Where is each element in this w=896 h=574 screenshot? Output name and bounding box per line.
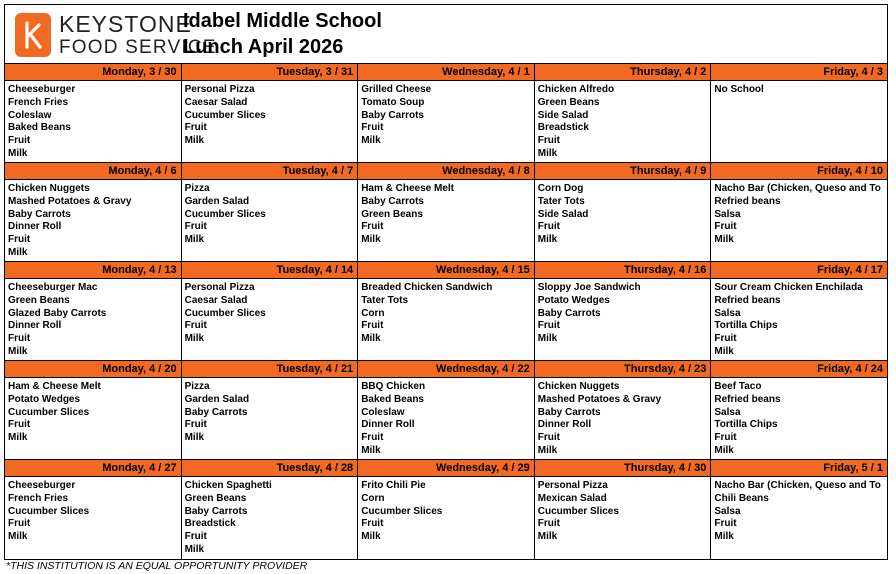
menu-item: Cucumber Slices xyxy=(184,109,266,121)
menu-item: Fruit xyxy=(714,432,737,444)
menu-item: Potato Wedges xyxy=(8,393,81,405)
menu-item-list xyxy=(358,378,534,458)
menu-item-list xyxy=(182,180,358,247)
day-date-header: Monday, 3 / 30 xyxy=(5,64,181,81)
menu-item: Milk xyxy=(8,246,28,258)
menu-item: Fruit xyxy=(361,122,384,134)
day-cell xyxy=(358,163,535,261)
menu-item: Dinner Roll xyxy=(361,419,415,431)
day-cell xyxy=(535,64,712,162)
menu-item: Green Beans xyxy=(8,294,70,306)
menu-item: Fruit xyxy=(537,320,560,332)
menu-item: Fruit xyxy=(714,221,737,233)
menu-item: Milk xyxy=(361,234,381,246)
menu-item: Fruit xyxy=(361,518,384,530)
day-date-header: Monday, 4 / 6 xyxy=(5,163,181,180)
menu-item-list xyxy=(535,477,711,544)
menu-item: Baby Carrots xyxy=(361,109,424,121)
menu-item: Milk xyxy=(184,432,205,444)
menu-item: Milk xyxy=(361,444,381,456)
day-cell xyxy=(5,163,182,261)
menu-item: No School xyxy=(714,84,764,95)
calendar-grid xyxy=(5,64,887,559)
brand-name: KEYSTONE xyxy=(59,11,192,37)
menu-item: Side Salad xyxy=(537,208,589,220)
day-date-header: Wednesday, 4 / 22 xyxy=(358,361,534,378)
menu-item: Garden Salad xyxy=(184,393,250,405)
menu-item: Personal Pizza xyxy=(184,282,255,293)
menu-item: Chicken Nuggets xyxy=(537,381,620,392)
menu-item: Fruit xyxy=(714,518,737,530)
day-date-header: Monday, 4 / 27 xyxy=(5,460,181,477)
day-date-header: Wednesday, 4 / 1 xyxy=(358,64,534,81)
menu-item: Dinner Roll xyxy=(8,221,62,233)
menu-item: Dinner Roll xyxy=(8,320,62,332)
menu-item: Fruit xyxy=(537,432,560,444)
menu-item: Cucumber Slices xyxy=(8,505,90,517)
menu-item-list xyxy=(358,180,534,247)
menu-item: Cucumber Slices xyxy=(184,307,266,319)
menu-item: Chicken Alfredo xyxy=(537,84,615,95)
week-row xyxy=(5,361,887,460)
menu-item-list xyxy=(358,81,534,148)
day-date-header: Monday, 4 / 20 xyxy=(5,361,181,378)
menu-item: Fruit xyxy=(184,320,207,332)
day-cell xyxy=(535,361,712,459)
day-date-header: Monday, 4 / 13 xyxy=(5,262,181,279)
week-row xyxy=(5,460,887,559)
brand-subtitle: FOOD SERVICE xyxy=(59,37,217,58)
menu-item: Fruit xyxy=(184,531,207,543)
menu-item: Glazed Baby Carrots xyxy=(8,307,107,319)
menu-item: Chicken Nuggets xyxy=(8,183,90,194)
day-cell xyxy=(5,460,182,559)
menu-item: Milk xyxy=(361,531,381,543)
menu-item: Cheeseburger Mac xyxy=(8,282,98,293)
menu-item: Milk xyxy=(537,234,558,246)
footer-disclaimer: *THIS INSTITUTION IS AN EQUAL OPPORTUNITY PROVIDER xyxy=(6,560,308,572)
week-row xyxy=(5,262,887,361)
menu-item: Fruit xyxy=(8,234,31,246)
menu-item: Milk xyxy=(184,135,205,147)
menu-item: Sloppy Joe Sandwich xyxy=(537,282,641,293)
menu-item-list xyxy=(711,279,887,359)
menu-item: Sour Cream Chicken Enchilada xyxy=(714,282,863,293)
day-date-header: Thursday, 4 / 16 xyxy=(535,262,711,279)
menu-item: Fruit xyxy=(184,221,207,233)
menu-item: Caesar Salad xyxy=(184,96,248,108)
menu-item-list xyxy=(535,180,711,247)
menu-item: Dinner Roll xyxy=(537,419,592,431)
menu-item: Milk xyxy=(714,531,734,543)
menu-item-list xyxy=(535,279,711,346)
day-cell xyxy=(711,361,887,459)
menu-item: Ham & Cheese Melt xyxy=(361,183,454,194)
menu-item-list xyxy=(711,477,887,544)
school-title: Idabel Middle School xyxy=(183,10,382,32)
menu-item: Corn Dog xyxy=(537,183,584,194)
menu-item: Fruit xyxy=(537,221,560,233)
menu-item: Corn xyxy=(361,307,385,319)
menu-item: Milk xyxy=(8,531,28,543)
menu-item: Fruit xyxy=(361,221,384,233)
menu-item: Fruit xyxy=(714,333,737,345)
menu-item-list xyxy=(5,81,181,161)
day-date-header: Friday, 4 / 24 xyxy=(711,361,887,378)
week-row xyxy=(5,64,887,163)
day-date-header: Thursday, 4 / 9 xyxy=(535,163,711,180)
day-cell xyxy=(358,361,535,459)
menu-item: Baby Carrots xyxy=(184,505,248,517)
menu-item-list xyxy=(358,477,534,544)
menu-item: Fruit xyxy=(8,333,31,345)
menu-item: Milk xyxy=(361,333,381,345)
menu-item: Fruit xyxy=(537,135,560,147)
menu-item: Baked Beans xyxy=(8,122,71,134)
menu-item-list xyxy=(5,180,181,260)
day-cell xyxy=(182,361,359,459)
menu-item: Milk xyxy=(714,234,734,246)
day-cell xyxy=(182,163,359,261)
menu-item: Milk xyxy=(8,432,28,444)
day-cell xyxy=(535,163,712,261)
menu-item: Milk xyxy=(184,234,205,246)
menu-item: Baby Carrots xyxy=(537,307,601,319)
menu-item: Pizza xyxy=(184,183,210,194)
menu-item: Garden Salad xyxy=(184,195,250,207)
day-date-header: Tuesday, 4 / 14 xyxy=(182,262,358,279)
menu-item: Tortilla Chips xyxy=(714,320,778,332)
menu-item: Tater Tots xyxy=(361,294,409,306)
menu-item: Coleslaw xyxy=(8,109,52,121)
menu-month-title: Lunch April 2026 xyxy=(183,36,344,58)
menu-item: Fruit xyxy=(361,320,384,332)
menu-item-list xyxy=(5,378,181,445)
menu-item: Baked Beans xyxy=(361,393,424,405)
menu-item: Milk xyxy=(184,333,205,345)
day-cell xyxy=(358,64,535,162)
menu-item: BBQ Chicken xyxy=(361,381,426,392)
week-row xyxy=(5,163,887,262)
day-date-header: Friday, 4 / 3 xyxy=(711,64,887,81)
menu-item: Tomato Soup xyxy=(361,96,425,108)
menu-item: Salsa xyxy=(714,406,741,418)
menu-item: Refried beans xyxy=(714,195,781,207)
menu-item: Nacho Bar (Chicken, Queso and To xyxy=(714,183,881,194)
day-cell xyxy=(711,64,887,162)
day-date-header: Tuesday, 4 / 21 xyxy=(182,361,358,378)
menu-item: Cucumber Slices xyxy=(361,505,443,517)
menu-item: Cheeseburger xyxy=(8,480,76,491)
day-cell xyxy=(5,64,182,162)
menu-item: Beef Taco xyxy=(714,381,762,392)
menu-item: Grilled Cheese xyxy=(361,84,432,95)
menu-item: Cheeseburger xyxy=(8,84,76,95)
menu-item: Cucumber Slices xyxy=(184,208,266,220)
menu-item-list xyxy=(711,378,887,458)
menu-item: Mashed Potatoes & Gravy xyxy=(8,195,132,207)
menu-item: Breaded Chicken Sandwich xyxy=(361,282,493,293)
menu-item: Milk xyxy=(714,345,734,357)
menu-item: Ham & Cheese Melt xyxy=(8,381,101,392)
menu-item: Tortilla Chips xyxy=(714,419,778,431)
menu-item: Breadstick xyxy=(184,518,236,530)
menu-item: Potato Wedges xyxy=(537,294,610,306)
menu-item: Personal Pizza xyxy=(184,84,255,95)
menu-item: Fruit xyxy=(8,419,31,431)
menu-item: Mexican Salad xyxy=(537,492,607,504)
menu-item: Fruit xyxy=(184,419,207,431)
menu-item: Mashed Potatoes & Gravy xyxy=(537,393,662,405)
day-cell xyxy=(358,460,535,559)
menu-item: Fruit xyxy=(184,122,207,134)
day-date-header: Tuesday, 3 / 31 xyxy=(182,64,358,81)
menu-item-list xyxy=(535,378,711,458)
menu-item: Salsa xyxy=(714,505,741,517)
day-cell xyxy=(182,262,359,360)
menu-item: Salsa xyxy=(714,307,741,319)
menu-item: Milk xyxy=(8,345,28,357)
day-date-header: Tuesday, 4 / 7 xyxy=(182,163,358,180)
menu-item-list xyxy=(711,180,887,247)
day-cell xyxy=(5,262,182,360)
day-cell xyxy=(5,361,182,459)
menu-item-list xyxy=(182,279,358,346)
menu-item: Fruit xyxy=(537,518,560,530)
keystone-k-logo-icon xyxy=(15,13,51,57)
menu-item: Chili Beans xyxy=(714,492,769,504)
menu-item: Milk xyxy=(537,444,558,456)
menu-item: Cucumber Slices xyxy=(8,406,90,418)
day-cell xyxy=(711,163,887,261)
menu-item: Pizza xyxy=(184,381,210,392)
menu-item-list xyxy=(182,477,358,557)
menu-item: Chicken Spaghetti xyxy=(184,480,272,491)
menu-item: French Fries xyxy=(8,492,69,504)
menu-item: Milk xyxy=(537,333,558,345)
day-date-header: Thursday, 4 / 23 xyxy=(535,361,711,378)
menu-item: Green Beans xyxy=(361,208,423,220)
menu-item-list xyxy=(182,81,358,148)
menu-item: Fruit xyxy=(8,135,31,147)
menu-item-list xyxy=(535,81,711,161)
day-date-header: Thursday, 4 / 30 xyxy=(535,460,711,477)
menu-item: Side Salad xyxy=(537,109,589,121)
day-date-header: Wednesday, 4 / 8 xyxy=(358,163,534,180)
menu-item: Baby Carrots xyxy=(361,195,424,207)
day-date-header: Wednesday, 4 / 29 xyxy=(358,460,534,477)
menu-item: Tater Tots xyxy=(537,195,585,207)
menu-item: Personal Pizza xyxy=(537,480,608,491)
menu-item-list xyxy=(358,279,534,346)
menu-calendar xyxy=(4,4,888,560)
menu-item-list xyxy=(182,378,358,445)
menu-item: Salsa xyxy=(714,208,741,220)
menu-item: Refried beans xyxy=(714,393,781,405)
calendar-header xyxy=(5,5,887,64)
menu-item: Baby Carrots xyxy=(8,208,71,220)
day-date-header: Friday, 4 / 17 xyxy=(711,262,887,279)
day-cell xyxy=(182,64,359,162)
day-cell xyxy=(358,262,535,360)
menu-item: Caesar Salad xyxy=(184,294,248,306)
menu-item: Frito Chili Pie xyxy=(361,480,426,491)
menu-item: Fruit xyxy=(8,518,31,530)
menu-item-list xyxy=(5,477,181,544)
menu-item-list xyxy=(711,81,887,97)
day-cell xyxy=(182,460,359,559)
menu-item: Milk xyxy=(361,135,381,147)
day-cell xyxy=(535,262,712,360)
menu-item: Coleslaw xyxy=(361,406,405,418)
menu-item: Refried beans xyxy=(714,294,781,306)
menu-item: Milk xyxy=(537,147,558,159)
day-date-header: Wednesday, 4 / 15 xyxy=(358,262,534,279)
menu-item: Baby Carrots xyxy=(184,406,248,418)
menu-item: Green Beans xyxy=(537,96,600,108)
menu-item: French Fries xyxy=(8,96,69,108)
menu-item: Milk xyxy=(714,444,734,456)
menu-item: Corn xyxy=(361,492,385,504)
day-cell xyxy=(711,460,887,559)
day-date-header: Tuesday, 4 / 28 xyxy=(182,460,358,477)
menu-item: Baby Carrots xyxy=(537,406,601,418)
menu-item: Milk xyxy=(8,147,28,159)
menu-item-list xyxy=(5,279,181,359)
day-cell xyxy=(535,460,712,559)
menu-item: Breadstick xyxy=(537,122,589,134)
menu-item: Milk xyxy=(537,531,558,543)
day-cell xyxy=(711,262,887,360)
day-date-header: Friday, 5 / 1 xyxy=(711,460,887,477)
menu-item: Green Beans xyxy=(184,492,247,504)
day-date-header: Thursday, 4 / 2 xyxy=(535,64,711,81)
menu-item: Fruit xyxy=(361,432,384,444)
day-date-header: Friday, 4 / 10 xyxy=(711,163,887,180)
menu-item: Milk xyxy=(184,543,205,555)
menu-item: Cucumber Slices xyxy=(537,505,619,517)
menu-item: Nacho Bar (Chicken, Queso and To xyxy=(714,480,881,491)
